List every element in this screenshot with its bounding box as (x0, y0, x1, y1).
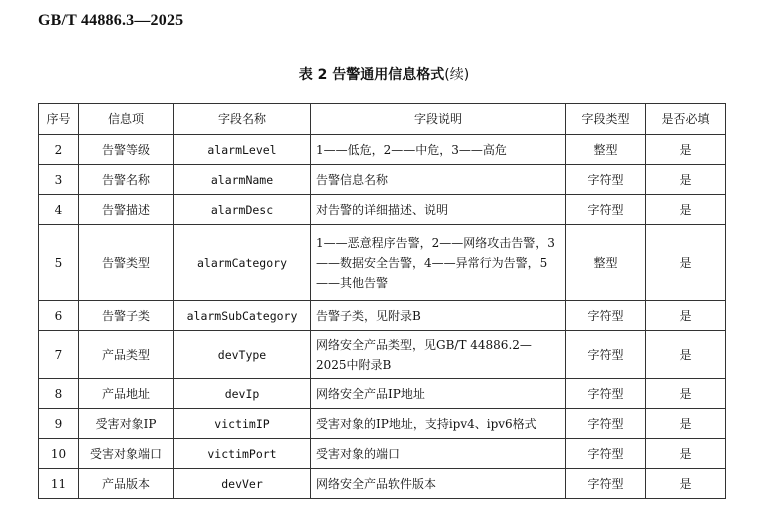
cell-field: victimPort (174, 439, 311, 469)
cell-item: 产品地址 (79, 379, 174, 409)
cell-item: 产品版本 (79, 469, 174, 499)
standard-id: GB/T 44886.3—2025 (38, 12, 184, 29)
cell-desc: 告警信息名称 (311, 165, 566, 195)
cell-field: alarmDesc (174, 195, 311, 225)
cell-no: 2 (39, 135, 79, 165)
cell-item: 受害对象端口 (79, 439, 174, 469)
table-caption (0, 64, 768, 84)
table-row (39, 379, 726, 409)
cell-field: alarmName (174, 165, 311, 195)
table-row (39, 195, 726, 225)
cell-type: 字符型 (566, 301, 646, 331)
cell-type: 整型 (566, 225, 646, 301)
header-no: 序号 (39, 104, 79, 135)
table-row (39, 301, 726, 331)
cell-required: 是 (646, 165, 726, 195)
table-row (39, 409, 726, 439)
header-field: 字段名称 (174, 104, 311, 135)
cell-no: 7 (39, 331, 79, 379)
cell-field: alarmSubCategory (174, 301, 311, 331)
cell-desc: 受害对象的端口 (311, 439, 566, 469)
table-header-row (39, 104, 726, 135)
cell-type: 字符型 (566, 165, 646, 195)
cell-desc: 告警子类，见附录B (311, 301, 566, 331)
cell-no: 8 (39, 379, 79, 409)
cell-type: 字符型 (566, 195, 646, 225)
cell-type: 字符型 (566, 409, 646, 439)
header-required: 是否必填 (646, 104, 726, 135)
cell-item: 告警类型 (79, 225, 174, 301)
table-row (39, 135, 726, 165)
table-caption-title: 表 2 告警通用信息格式 (298, 67, 445, 83)
cell-item: 告警描述 (79, 195, 174, 225)
cell-desc: 网络安全产品类型，见GB/T 44886.2—2025中附录B (311, 331, 566, 379)
cell-item: 告警名称 (79, 165, 174, 195)
cell-field: alarmLevel (174, 135, 311, 165)
cell-desc: 受害对象的IP地址，支持ipv4、ipv6格式 (311, 409, 566, 439)
cell-required: 是 (646, 225, 726, 301)
alarm-info-format-table (38, 103, 726, 499)
cell-field: devVer (174, 469, 311, 499)
cell-required: 是 (646, 469, 726, 499)
cell-required: 是 (646, 301, 726, 331)
cell-required: 是 (646, 135, 726, 165)
cell-no: 9 (39, 409, 79, 439)
cell-type: 字符型 (566, 439, 646, 469)
cell-required: 是 (646, 331, 726, 379)
cell-no: 6 (39, 301, 79, 331)
cell-field: victimIP (174, 409, 311, 439)
cell-no: 11 (39, 469, 79, 499)
cell-type: 字符型 (566, 331, 646, 379)
cell-no: 4 (39, 195, 79, 225)
header-item: 信息项 (79, 104, 174, 135)
table-row (39, 331, 726, 379)
cell-field: devType (174, 331, 311, 379)
cell-no: 5 (39, 225, 79, 301)
cell-type: 字符型 (566, 469, 646, 499)
cell-field: alarmCategory (174, 225, 311, 301)
cell-item: 告警子类 (79, 301, 174, 331)
cell-field: devIp (174, 379, 311, 409)
cell-desc: 1——恶意程序告警，2——网络攻击告警，3——数据安全告警，4——异常行为告警，5——其他告警 (311, 225, 566, 301)
table-row (39, 225, 726, 301)
cell-required: 是 (646, 439, 726, 469)
cell-desc: 网络安全产品软件版本 (311, 469, 566, 499)
cell-no: 10 (39, 439, 79, 469)
cell-no: 3 (39, 165, 79, 195)
cell-type: 字符型 (566, 379, 646, 409)
table-caption-continued: (续) (444, 67, 470, 83)
table-row (39, 439, 726, 469)
header-desc: 字段说明 (311, 104, 566, 135)
cell-desc: 网络安全产品IP地址 (311, 379, 566, 409)
cell-desc: 1——低危，2——中危，3——高危 (311, 135, 566, 165)
cell-required: 是 (646, 379, 726, 409)
header-type: 字段类型 (566, 104, 646, 135)
cell-required: 是 (646, 409, 726, 439)
cell-desc: 对告警的详细描述、说明 (311, 195, 566, 225)
cell-required: 是 (646, 195, 726, 225)
cell-item: 受害对象IP (79, 409, 174, 439)
cell-type: 整型 (566, 135, 646, 165)
table-row (39, 165, 726, 195)
cell-item: 告警等级 (79, 135, 174, 165)
table-row (39, 469, 726, 499)
cell-item: 产品类型 (79, 331, 174, 379)
